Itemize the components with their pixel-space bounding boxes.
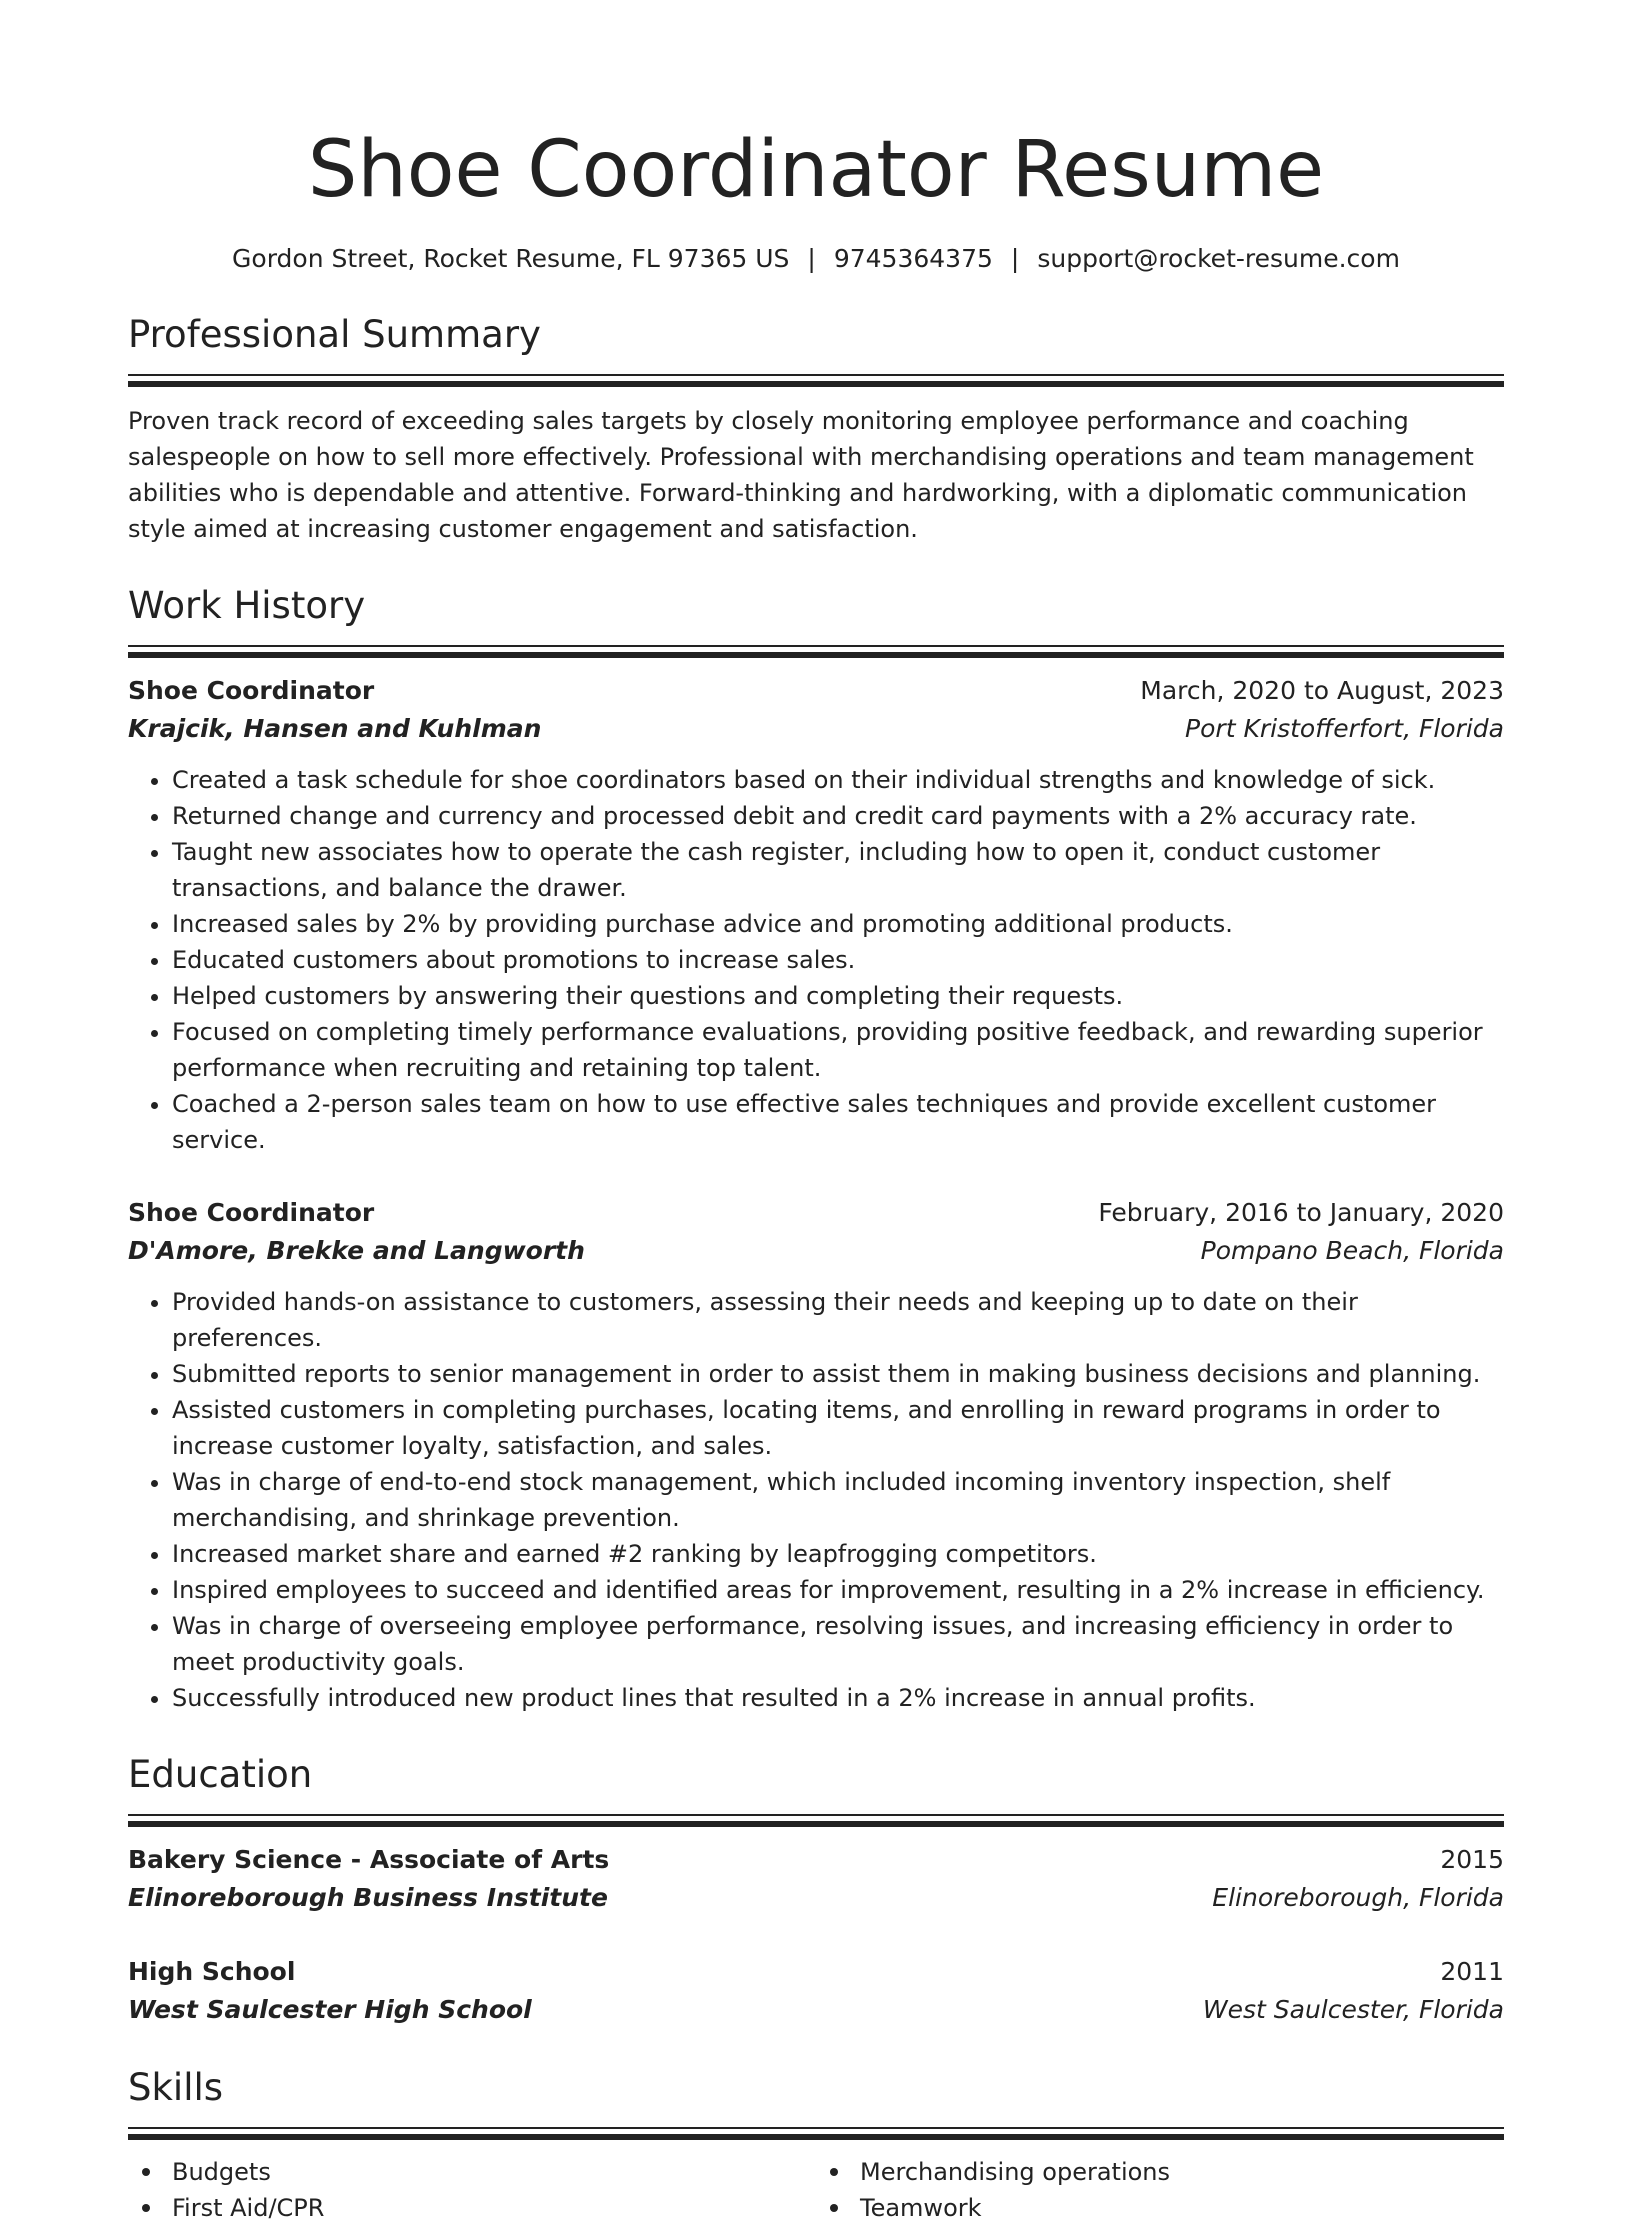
skill-item: Teamwork: [816, 2190, 1504, 2226]
education-heading: Education: [128, 1753, 313, 1796]
job-bullet: • Focused on completing timely performance evaluations, providing positive feedback, and rewarding superior performance when recruiting and retaining top talent.: [172, 1014, 1504, 1086]
summary-heading: Professional Summary: [128, 313, 541, 356]
contact-phone: 9745364375: [833, 244, 993, 273]
job-bullet: • Provided hands-on assistance to customers, assessing their needs and keeping up to date on their preferences.: [172, 1284, 1504, 1356]
contact-line: [128, 242, 1504, 276]
job-bullet: • Submitted reports to senior management in order to assist them in making business decisions and planning.: [172, 1356, 1504, 1392]
job-bullets: [128, 1284, 1504, 1716]
section-divider: [128, 645, 1504, 658]
summary-section: [128, 310, 1504, 547]
education-header-row: [128, 1841, 1504, 1879]
job-company-row: [128, 1232, 1504, 1270]
work-history-section: [128, 581, 1504, 1716]
job-bullet: • Helped customers by answering their questions and completing their requests.: [172, 978, 1504, 1014]
job-bullet: • Created a task schedule for shoe coordinators based on their individual strengths and knowledge of sick.: [172, 762, 1504, 798]
section-divider: [128, 2127, 1504, 2140]
skill-item: Budgets: [128, 2154, 816, 2190]
contact-separator: |: [1010, 244, 1020, 273]
education-school-row: [128, 1991, 1504, 2029]
skills-section: [128, 2063, 1504, 2226]
education-year: 2011: [1440, 1957, 1504, 1986]
education-entry: [128, 1841, 1504, 1917]
job-bullet: • Coached a 2-person sales team on how to use effective sales techniques and provide excellent customer service.: [172, 1086, 1504, 1158]
job-company: Krajcik, Hansen and Kuhlman: [128, 714, 542, 743]
section-divider: [128, 374, 1504, 387]
job-bullet: • Educated customers about promotions to increase sales.: [172, 942, 1504, 978]
job-bullet: • Assisted customers in completing purchases, locating items, and enrolling in reward programs in order to increase customer loyalty, satisfaction, and sales.: [172, 1392, 1504, 1464]
education-year: 2015: [1440, 1845, 1504, 1874]
skill-item: First Aid/CPR: [128, 2190, 816, 2226]
skills-list: [128, 2154, 1504, 2226]
job-dates: March, 2020 to August, 2023: [1140, 676, 1504, 705]
job-entry: [128, 672, 1504, 1158]
job-bullet: • Was in charge of overseeing employee performance, resolving issues, and increasing efficiency in order to meet productivity goals.: [172, 1608, 1504, 1680]
job-bullet: • Successfully introduced new product lines that resulted in a 2% increase in annual profits.: [172, 1680, 1504, 1716]
contact-separator: |: [807, 244, 816, 273]
section-divider: [128, 1814, 1504, 1827]
skills-heading: Skills: [128, 2066, 224, 2109]
job-company: D'Amore, Brekke and Langworth: [128, 1236, 585, 1265]
job-location: Port Kristofferfort, Florida: [1185, 714, 1504, 743]
job-bullet: • Inspired employees to succeed and identified areas for improvement, resulting in a 2% increase in efficiency.: [172, 1572, 1504, 1608]
job-entry: [128, 1194, 1504, 1716]
education-entry: [128, 1953, 1504, 2029]
education-degree: Bakery Science - Associate of Arts: [128, 1845, 610, 1874]
education-header-row: [128, 1953, 1504, 1991]
contact-address: Gordon Street, Rocket Resume, FL 97365 US: [232, 244, 790, 273]
job-title: Shoe Coordinator: [128, 1198, 375, 1227]
education-location: Elinoreborough, Florida: [1212, 1883, 1504, 1912]
resume-title: Shoe Coordinator Resume: [307, 125, 1325, 215]
education-degree: High School: [128, 1957, 296, 1986]
job-dates: February, 2016 to January, 2020: [1098, 1198, 1504, 1227]
education-location: West Saulcester, Florida: [1202, 1995, 1504, 2024]
summary-text: Proven track record of exceeding sales targets by closely monitoring employee performance and coaching salespeople on how to sell more effectively. Professional with merchandising operations and team management abilities who is dependable and attentive. Forward-thinking and hardworking, with a diplomatic communication style aimed at increasing customer engagement and satisfaction.: [128, 407, 1474, 543]
education-school: West Saulcester High School: [128, 1995, 532, 2024]
job-title: Shoe Coordinator: [128, 676, 375, 705]
education-school-row: [128, 1879, 1504, 1917]
skill-item: Merchandising operations: [816, 2154, 1504, 2190]
job-bullet: • Increased market share and earned #2 ranking by leapfrogging competitors.: [172, 1536, 1504, 1572]
job-location: Pompano Beach, Florida: [1200, 1236, 1504, 1265]
job-bullet: • Was in charge of end-to-end stock management, which included incoming inventory inspection, shelf merchandising, and shrinkage prevention.: [172, 1464, 1504, 1536]
contact-email: support@rocket-resume.com: [1037, 244, 1400, 273]
work-history-heading: Work History: [128, 584, 366, 627]
job-header-row: [128, 1194, 1504, 1232]
job-header-row: [128, 672, 1504, 710]
job-bullet: • Increased sales by 2% by providing purchase advice and promoting additional products.: [172, 906, 1504, 942]
job-company-row: [128, 710, 1504, 748]
job-bullet: • Taught new associates how to operate the cash register, including how to open it, conduct customer transactions, and balance the drawer.: [172, 834, 1504, 906]
education-school: Elinoreborough Business Institute: [128, 1883, 608, 1912]
education-section: [128, 1750, 1504, 2029]
job-bullets: [128, 762, 1504, 1158]
job-bullet: • Returned change and currency and processed debit and credit card payments with a 2% accuracy rate.: [172, 798, 1504, 834]
